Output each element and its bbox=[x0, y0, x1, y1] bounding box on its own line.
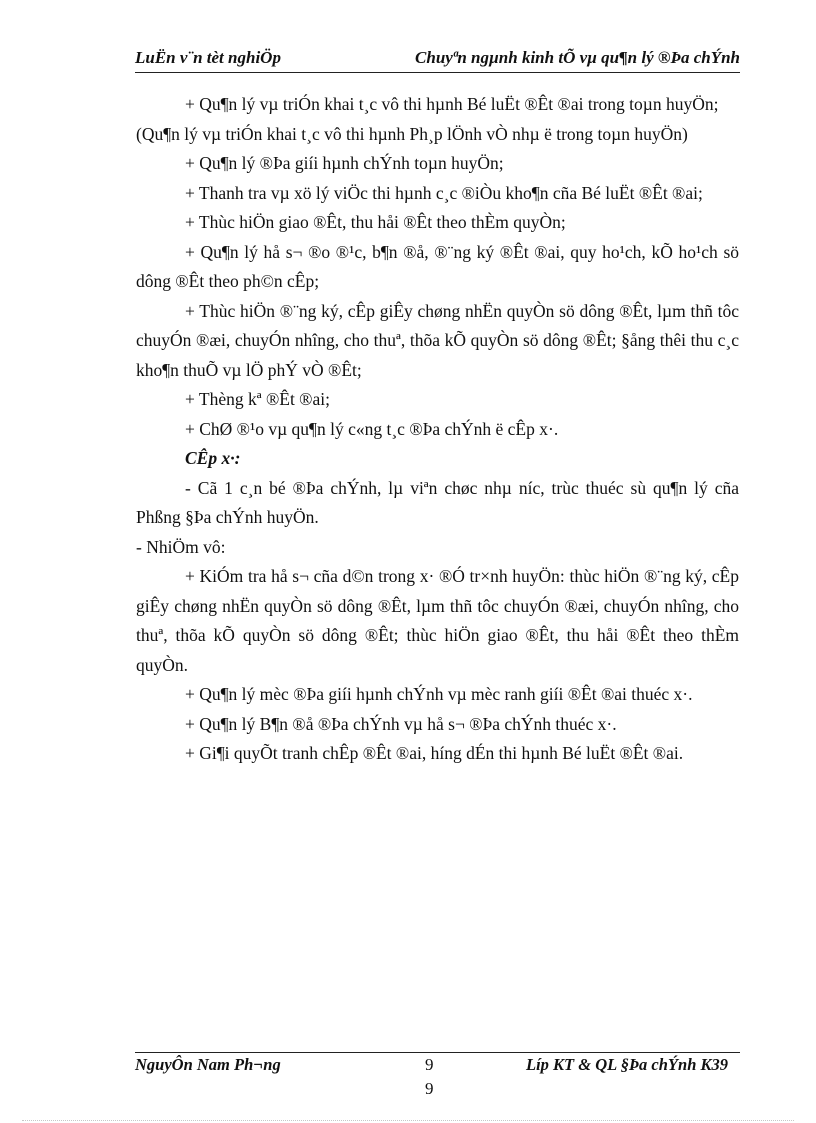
header-right-title: Chuyªn ngµnh kinh tÕ vµ qu¶n lý ®Þa chÝnh bbox=[415, 48, 740, 67]
paragraph: + Qu¶n lý B¶n ®å ®Þa chÝnh vµ hå s¬ ®Þa chÝnh thuéc x·. bbox=[185, 713, 617, 734]
page-header bbox=[135, 48, 740, 72]
header-divider bbox=[135, 72, 740, 73]
paragraph: + Thèng kª ®Êt ®ai; bbox=[185, 389, 330, 409]
page-number-repeat: 9 bbox=[425, 1079, 434, 1098]
page-bottom-edge bbox=[22, 1120, 794, 1121]
paragraph: + ChØ ®¹o vµ qu¶n lý c«ng t¸c ®Þa chÝnh ë cÊp x·. bbox=[185, 418, 559, 439]
paragraph: - Cã 1 c¸n bé ®Þa chÝnh, lµ viªn chøc nhµ níc, trùc thuéc sù qu¶n lý cña Phßng §Þa chÝnh huyÖn. bbox=[136, 477, 739, 527]
footer-author: NguyÔn Nam Ph¬ng bbox=[135, 1055, 281, 1074]
paragraph: + Thùc hiÖn giao ®Êt, thu håi ®Êt theo thÈm quyÒn; bbox=[185, 212, 566, 232]
footer-divider bbox=[135, 1052, 740, 1053]
paragraph: + Gi¶i quyÕt tranh chÊp ®Êt ®ai, híng dÉn thi hµnh Bé luËt ®Êt ®ai. bbox=[185, 743, 684, 763]
paragraph: + Qu¶n lý hå s¬ ®o ®¹c, b¶n ®å, ®¨ng ký ®Êt ®ai, quy ho¹ch, kÕ ho¹ch sö dông ®Êt theo ph©n cÊp; bbox=[136, 241, 739, 291]
paragraph: - NhiÖm vô: bbox=[136, 536, 226, 557]
paragraph: (Qu¶n lý vµ triÓn khai t¸c vô thi hµnh Ph¸p lÖnh vÒ nhµ ë trong toµn huyÖn) bbox=[136, 123, 688, 144]
page-number: 9 bbox=[425, 1055, 434, 1074]
paragraph: + Qu¶n lý mèc ®Þa giíi hµnh chÝnh vµ mèc ranh giíi ®Êt ®ai thuéc x·. bbox=[185, 684, 693, 704]
paragraph: + Qu¶n lý ®Þa giíi hµnh chÝnh toµn huyÖn; bbox=[185, 153, 504, 173]
section-heading: CÊp x·: bbox=[185, 448, 241, 468]
paragraph: + KiÓm tra hå s¬ cña d©n trong x· ®Ó tr×nh huyÖn: thùc hiÖn ®¨ng ký, cÊp giÊy chøng nhËn quyÒn sö dông ®Êt, lµm thñ tôc chuyÓn ®æi, chuyÓn nhîng, cho thuª, thõa kÕ quyÒn sö dông ®Êt; thùc hiÖn giao ®Êt, thu håi ®Êt theo thÈm quyÒn. bbox=[136, 566, 739, 675]
body-text bbox=[136, 90, 739, 769]
header-left-title: LuËn v¨n tèt nghiÖp bbox=[135, 48, 281, 67]
page-footer bbox=[135, 1055, 740, 1077]
paragraph: + Thùc hiÖn ®¨ng ký, cÊp giÊy chøng nhËn quyÒn sö dông ®Êt, lµm thñ tôc chuyÓn ®æi, chuyÓn nhîng, cho thuª, thõa kÕ quyÒn sö dông ®Êt; §ång thêi thu c¸c kho¶n thuÕ vµ lÖ phÝ vÒ ®Êt; bbox=[136, 300, 739, 380]
footer-class: Líp KT & QL §Þa chÝnh K39 bbox=[526, 1055, 728, 1074]
paragraph: + Thanh tra vµ xö lý viÖc thi hµnh c¸c ®iÒu kho¶n cña Bé luËt ®Êt ®ai; bbox=[185, 182, 703, 203]
paragraph: + Qu¶n lý vµ triÓn khai t¸c vô thi hµnh Bé luËt ®Êt ®ai trong toµn huyÖn; bbox=[185, 94, 719, 114]
